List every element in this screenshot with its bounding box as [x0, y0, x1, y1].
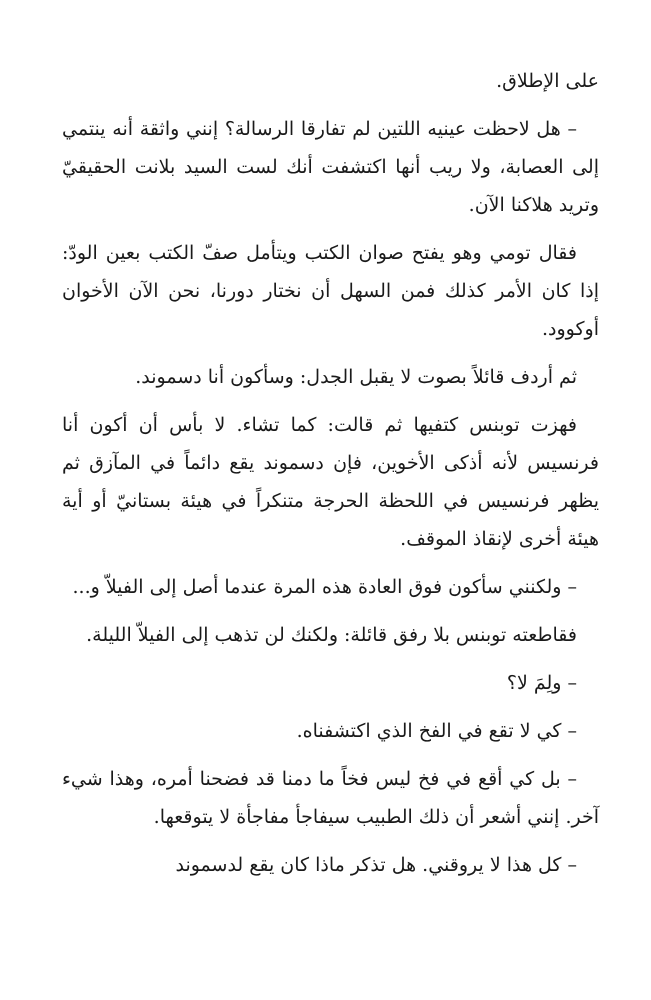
- paragraph: فقال تومي وهو يفتح صوان الكتب ويتأمل صفّ الكتب بعين الودّ: إذا كان الأمر كذلك فمن السهل أن نختار دورنا، نحن الآن الأخوان أوكوود.: [62, 242, 599, 340]
- paragraph: على الإطلاق.: [496, 70, 599, 92]
- paragraph: فقاطعته توبنس بلا رفق قائلة: ولكنك لن تذهب إلى الفيلاّ الليلة.: [86, 624, 577, 646]
- paragraph: – كل هذا لا يروقني. هل تذكر ماذا كان يقع لدسموند: [175, 854, 577, 876]
- paragraph: ثم أردف قائلاً بصوت لا يقبل الجدل: وسأكون أنا دسموند.: [135, 366, 577, 388]
- paragraph: – بل كي أقع في فخ ليس فخاً ما دمنا قد فضحنا أمره، وهذا شيء آخر. إنني أشعر أن ذلك الطبيب سيفاجأ مفاجأة لا يتوقعها.: [62, 768, 599, 828]
- paragraph: فهزت توبنس كتفيها ثم قالت: كما تشاء. لا بأس أن أكون أنا فرنسيس لأنه أذكى الأخوين، فإن دسموند يقع دائماً في المآزق ثم يظهر فرنسيس في اللحظة الحرجة متنكراً في هيئة بستانيّ أو أية هيئة أخرى لإنقاذ الموقف.: [62, 414, 599, 550]
- paragraph: – ولِمَ لا؟: [506, 672, 577, 694]
- paragraph: – كي لا تقع في الفخ الذي اكتشفناه.: [296, 720, 577, 742]
- paragraph: – ولكنني سأكون فوق العادة هذه المرة عندما أصل إلى الفيلاّ و...: [72, 576, 577, 598]
- paragraph: – هل لاحظت عينيه اللتين لم تفارقا الرسالة؟ إنني واثقة أنه ينتمي إلى العصابة، ولا ريب أنها اكتشفت أنك لست السيد بلانت الحقيقيّ وتريد هلاكنا الآن.: [62, 118, 599, 216]
